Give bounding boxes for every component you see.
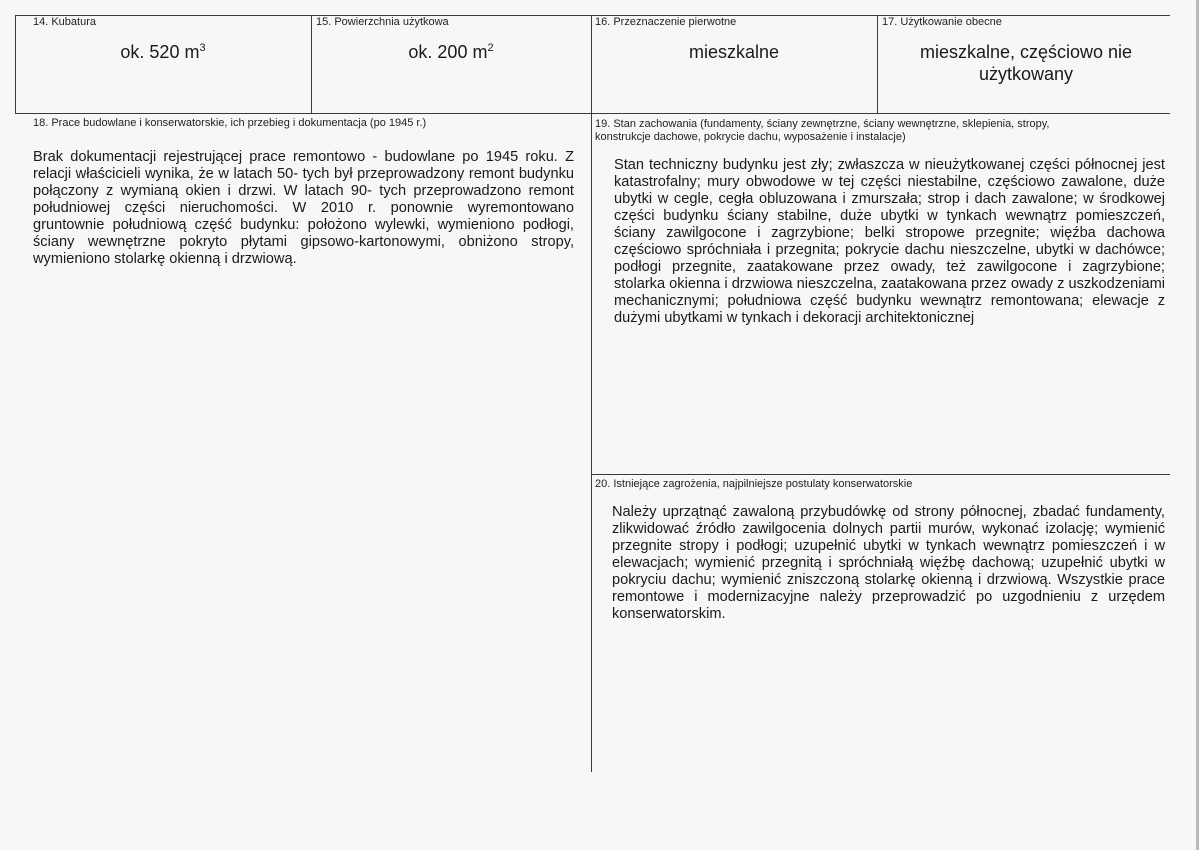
f14-value xyxy=(15,41,311,63)
f15-label: 15. Powierzchnia użytkowa xyxy=(316,16,449,28)
divider-15-16 xyxy=(591,15,592,772)
f18-label: 18. Prace budowlane i konserwatorskie, ich przebieg i dokumentacja (po 1945 r.) xyxy=(33,117,427,129)
f15-value-text: ok. 200 m xyxy=(408,42,488,62)
f17-label: 17. Użytkowanie obecne xyxy=(882,16,1002,28)
f16-value: mieszkalne xyxy=(688,42,780,62)
f19-label: 19. Stan zachowania (fundamenty, ściany zewnętrzne, ściany wewnętrzne, sklepienia, stropy, konstrukcje dachowe, pokrycie dachu, wyposażenie i instalacje) xyxy=(595,118,1050,143)
f20-label: 20. Istniejące zagrożenia, najpilniejsze postulaty konserwatorskie xyxy=(595,478,913,490)
f14-value-text: ok. 520 m xyxy=(120,42,200,62)
f19-text: Stan techniczny budynku jest zły; zwłaszcza w nieużytkowanej części północnej jest katastrofalny; mury obwodowe w tej części niestabilne, częściowo zawalone, duże ubytki w cegle, cegła obluzowana i zmurszała; strop i dach zawalone; w środkowej części budynku ściany stabilne, duże ubytki w tynkach wewnątrz pomieszczeń, ściany zawilgocone i zagrzybione; belki stropowe przegnite; więźba dachowa częściowo spróchniała i przegnita; pokrycie dachu nieszczelne, ubytki w dachówce; podłogi przegnite, zaatakowane przez owady, też zawilgocone i zagrzybione; stolarka okienna i drzwiowa nieszczelna, zaatakowana przez owady z uszkodzeniami mechanicznymi; południowa część budynku wewnątrz remontowana; elewacje z dużymi ubytkami w tynkach i dekoracji architektonicznej xyxy=(614,157,1165,326)
f20-text: Należy uprzątnąć zawaloną przybudówkę od strony północnej, zbadać fundamenty, zlikwidować źródło zawilgocenia dolnych partii murów, wykonać izolację; wymienić przegnite stropy i podłogi; uzupełnić ubytki w tynkach wewnątrz pomieszczeń i w elewacjach; wymienić przegnitą i spróchniałą więźbę dachową; uzupełnić ubytki w pokryciu dachu; wymienić zniszczoną stolarkę okienną i drzwiową. Wszystkie prace remontowe i modernizacyjne należy przeprowadzić po uzgodnieniu z urzędem konserwatorskim. xyxy=(612,504,1165,622)
f15-value xyxy=(311,41,591,63)
left-border xyxy=(15,15,16,113)
f19-bottom-border xyxy=(591,474,1170,475)
f17-value: mieszkalne, częściowo nie użytkowany xyxy=(919,42,1133,84)
f14-label: 14. Kubatura xyxy=(33,16,96,28)
f16-label: 16. Przeznaczenie pierwotne xyxy=(595,16,737,28)
row1-bottom-border xyxy=(15,113,1170,114)
f18-text: Brak dokumentacji rejestrującej prace remontowo - budowlane po 1945 roku. Z relacji właścicieli wynika, że w latach 50- tych był przeprowadzony remont budynku połączony z wymianą okien i drzwi. W latach 90- tych przeprowadzono remont południowej części nieruchomości. W 2010 r. ponownie wyremontowano gruntownie południową część budynku: położono wylewki, wymieniono podłogi, ściany wewnętrzne pokryto płytami gipsowo-kartonowymi, obniżono stropy, wymieniono stolarkę okienną i drzwiową. xyxy=(33,149,574,267)
f14-value-sup: 3 xyxy=(199,42,206,54)
f15-value-sup: 2 xyxy=(487,42,494,54)
divider-16-17 xyxy=(877,15,878,113)
divider-14-15 xyxy=(311,15,312,113)
